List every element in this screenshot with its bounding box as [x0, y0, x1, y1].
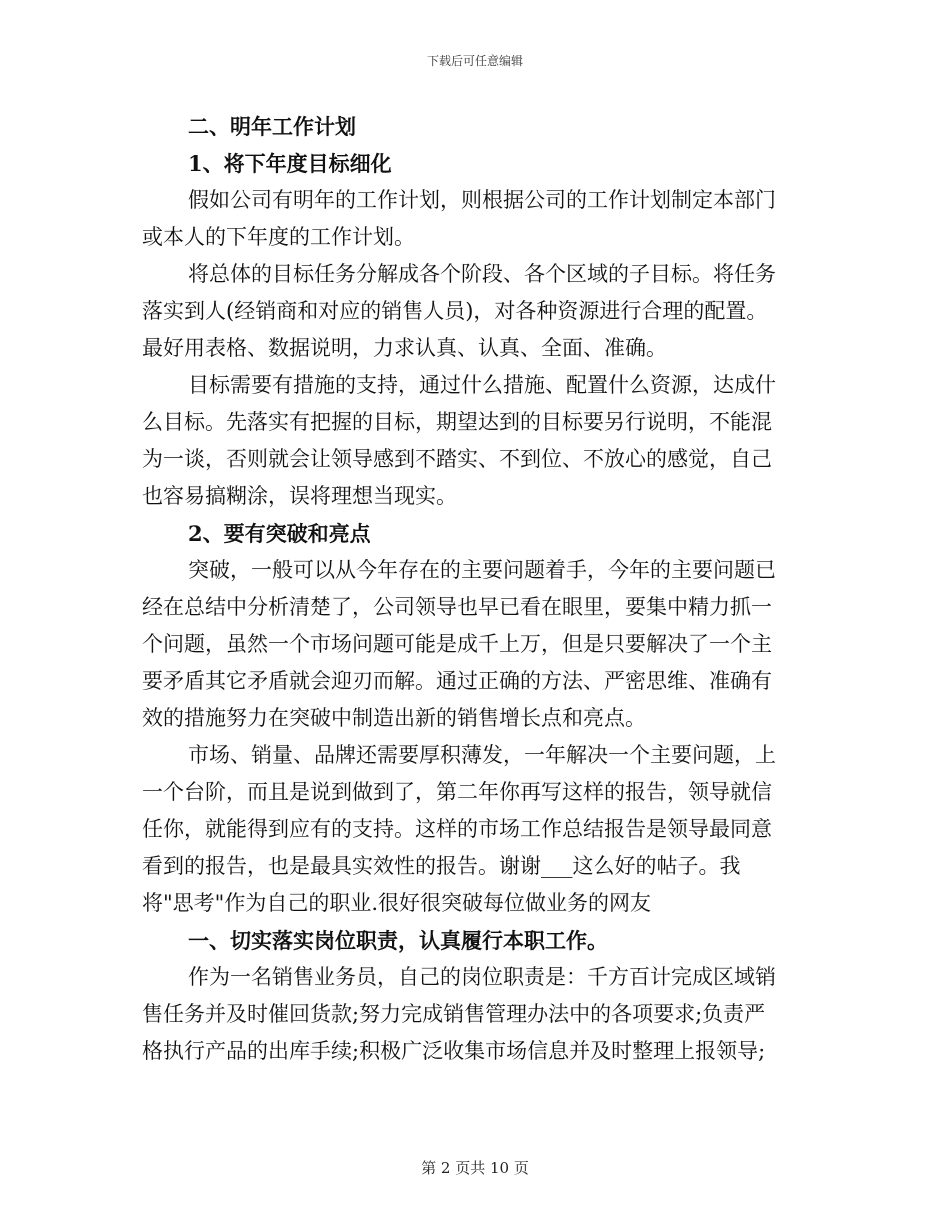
text-line: 么目标。先落实有把握的目标，期望达到的目标要另行说明，不能混 [142, 410, 772, 434]
text-line: 或本人的下年度的工作计划。 [142, 225, 415, 249]
text-line: 售任务并及时催回货款;努力完成销售管理办法中的各项要求;负责严 [142, 1002, 766, 1026]
text-line: 落实到人(经销商和对应的销售人员)，对各种资源进行合理的配置。 [142, 299, 768, 323]
text-line: 格执行产品的出库手续;积极广泛收集市场信息并及时整理上报领导; [142, 1039, 766, 1063]
text-line: 经在总结中分析清楚了，公司领导也早已看在眼里，要集中精力抓一 [142, 595, 772, 619]
text-line: 任你，就能得到应有的支持。这样的市场工作总结报告是领导最同意 [142, 817, 772, 841]
section-heading: 二、明年工作计划 [188, 114, 356, 139]
text-line: 要矛盾其它矛盾就会迎刃而解。通过正确的方法、严密思维、准确有 [142, 669, 772, 693]
text-line: 突破，一般可以从今年存在的主要问题着手，今年的主要问题已 [188, 558, 776, 582]
page-header: 下载后可任意编辑 [426, 54, 523, 68]
text-line: 也容易搞糊涂，误将理想当现实。 [142, 484, 457, 508]
text-line: 目标需要有措施的支持，通过什么措施、配置什么资源，达成什 [188, 373, 776, 397]
text-line: 个问题，虽然一个市场问题可能是成千上万，但是只要解决了一个主 [142, 632, 772, 656]
section-heading: 2、要有突破和亮点 [188, 521, 371, 546]
section-heading: 一、切实落实岗位职责，认真履行本职工作。 [188, 928, 608, 953]
text-line: 作为一名销售业务员，自己的岗位职责是：千方百计完成区域销 [188, 965, 776, 989]
text-line: 将"思考"作为自己的职业.很好很突破每位做业务的网友 [142, 891, 651, 915]
text-line: 假如公司有明年的工作计划，则根据公司的工作计划制定本部门 [188, 188, 776, 212]
text-line: 为一谈，否则就会让领导感到不踏实、不到位、不放心的感觉，自己 [142, 447, 772, 471]
text-line: 看到的报告，也是最具实效性的报告。谢谢___这么好的帖子。我 [142, 854, 741, 878]
section-heading: 1、将下年度目标细化 [188, 151, 392, 176]
document-body [142, 108, 802, 1070]
page-footer: 第 2 页共 10 页 [421, 1159, 529, 1177]
text-line: 效的措施努力在突破中制造出新的销售增长点和亮点。 [142, 706, 646, 730]
text-line: 一个台阶，而且是说到做到了，第二年你再写这样的报告，领导就信 [142, 780, 772, 804]
text-line: 市场、销量、品牌还需要厚积薄发，一年解决一个主要问题，上 [188, 743, 776, 767]
text-line: 将总体的目标任务分解成各个阶段、各个区域的子目标。将任务 [188, 262, 776, 286]
text-line: 最好用表格、数据说明，力求认真、认真、全面、准确。 [142, 336, 667, 360]
